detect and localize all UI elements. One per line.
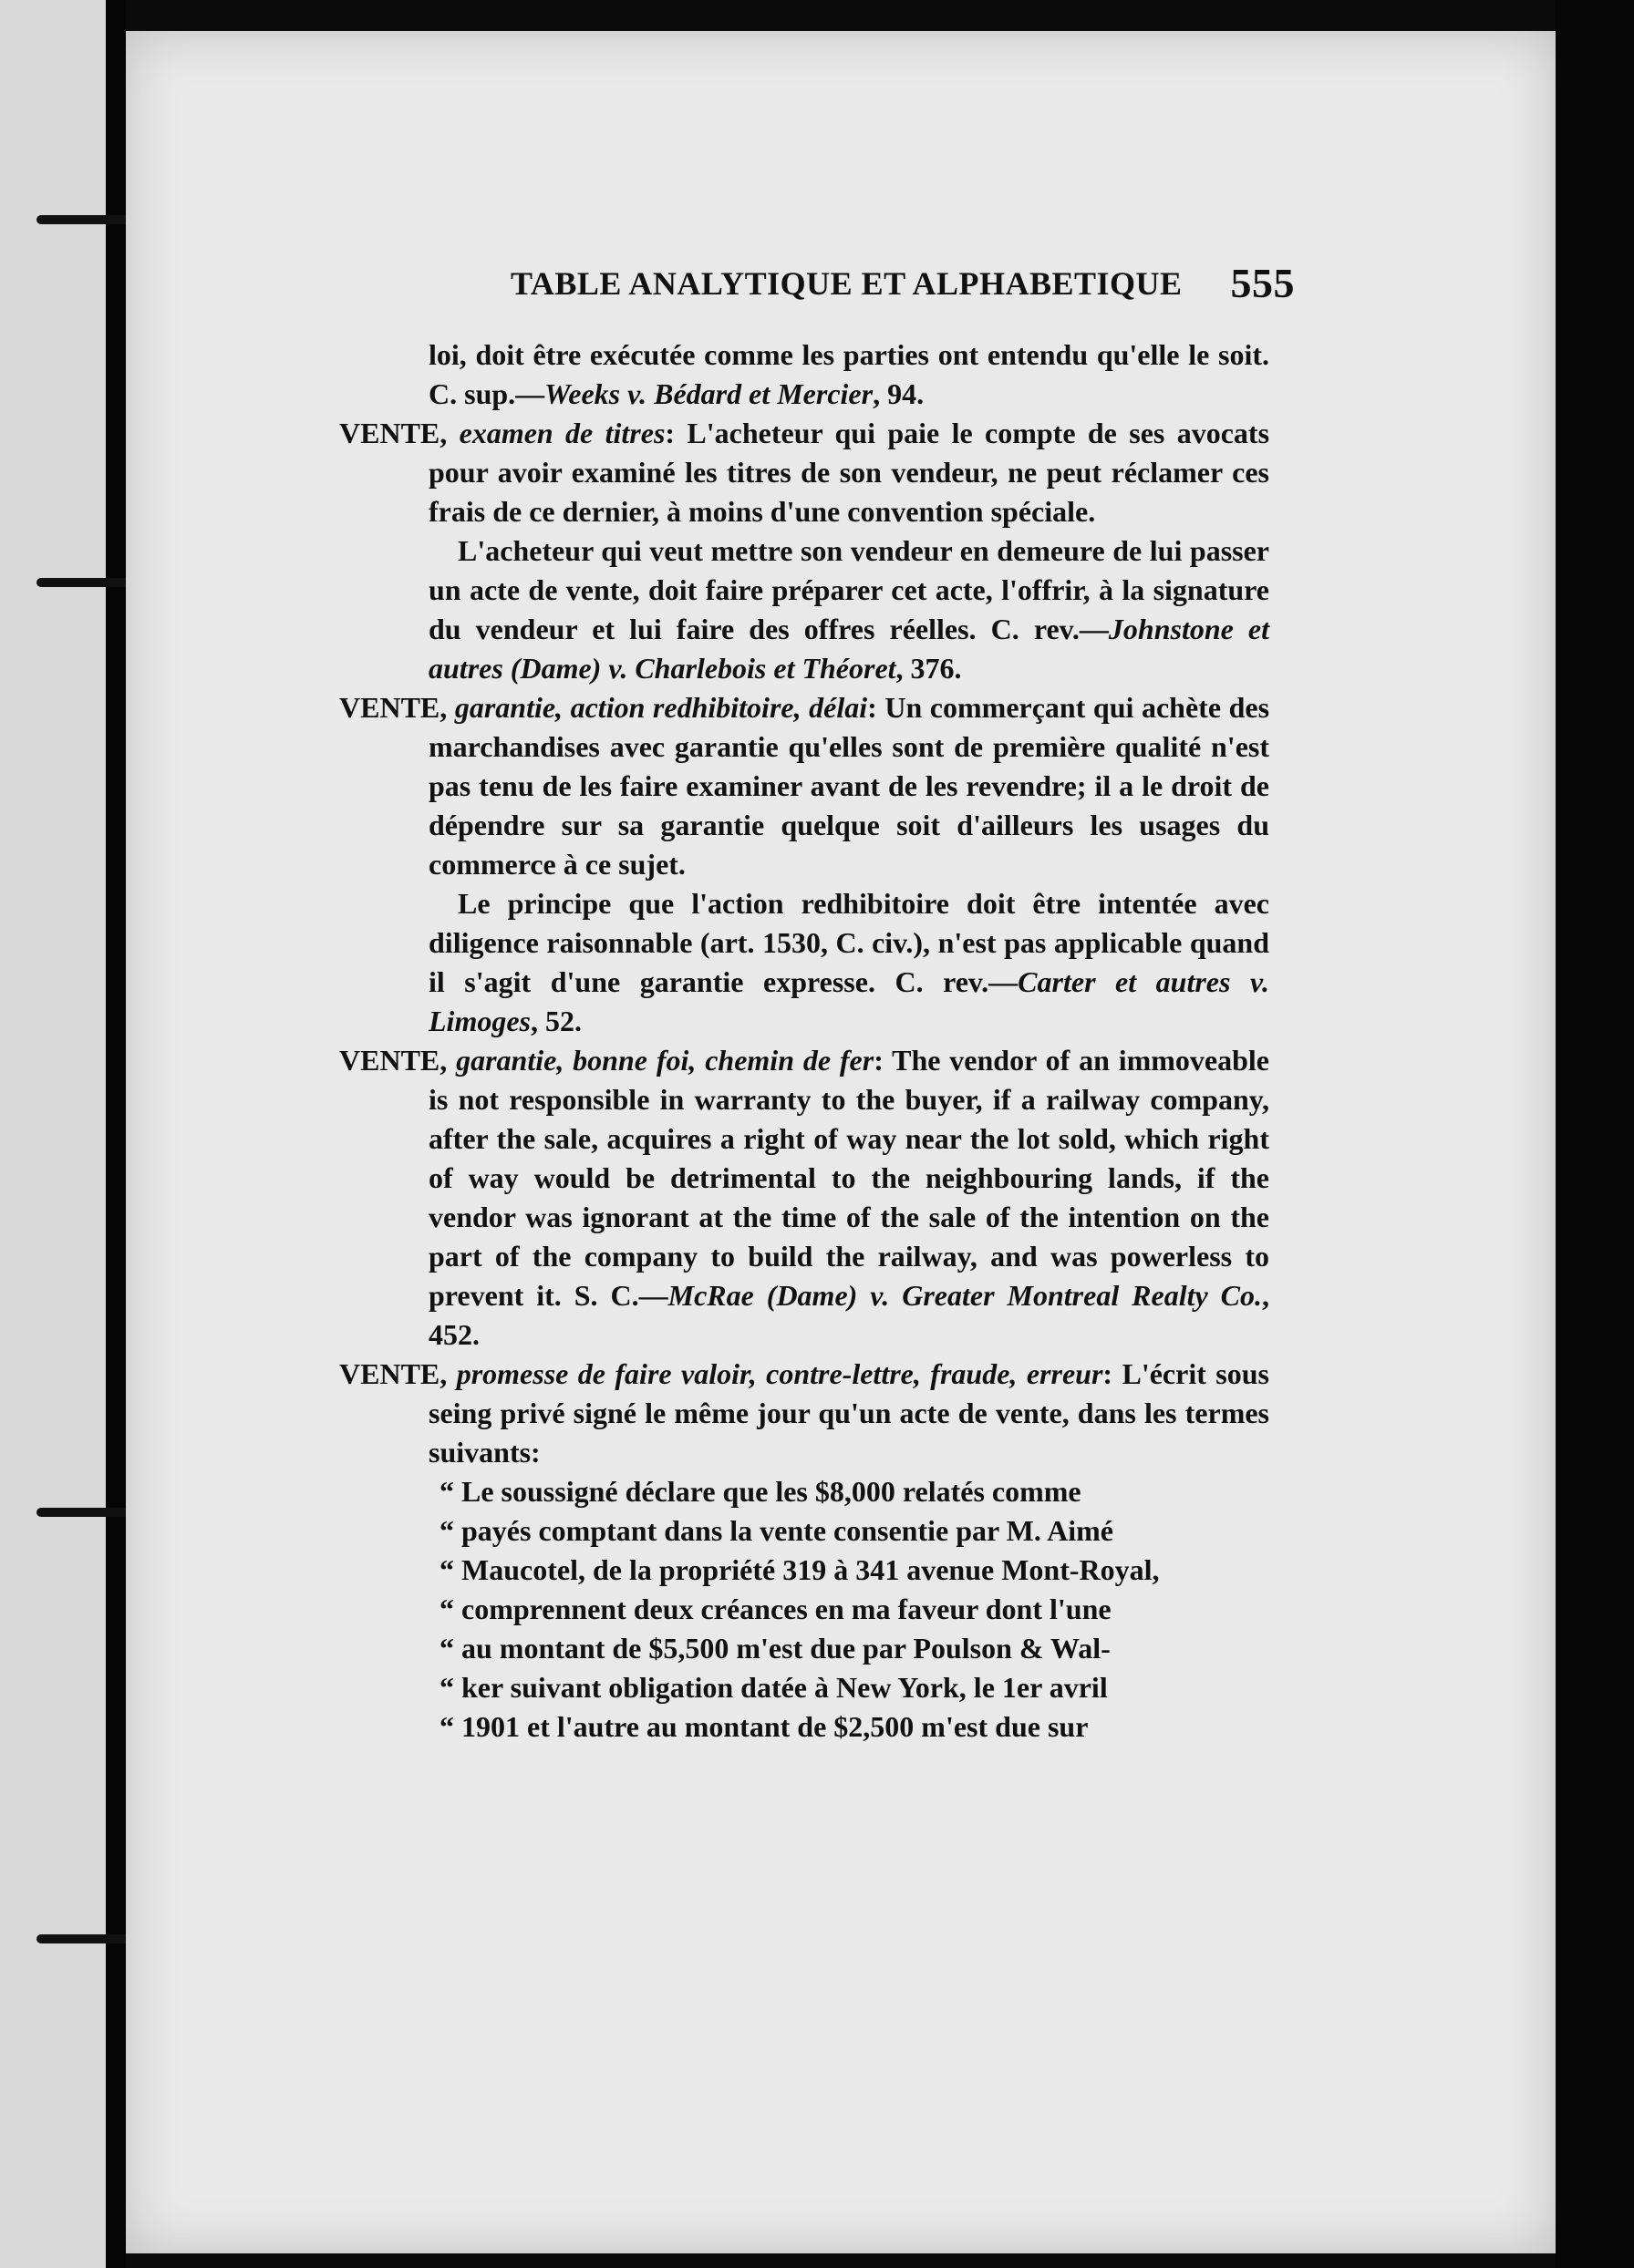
quote-line: “ au montant de $5,500 m'est due par Poulson & Wal- bbox=[440, 1632, 1111, 1665]
entry-heading: garantie, action redhibitoire, délai bbox=[454, 691, 868, 724]
citation-page: , 376. bbox=[895, 652, 962, 685]
entry-text: L'acheteur qui veut mettre son vendeur en demeure de lui passer un acte de vente, doit faire préparer cet acte, l'offrir, à la signature du vendeur et lui faire des offres réelles. C. rev.— bbox=[429, 534, 1269, 645]
case-citation: McRae (Dame) v. Greater Montreal Realty Co. bbox=[667, 1279, 1263, 1312]
entry-text: : L'acheteur qui paie le compte de ses avocats pour avoir examiné les titres de son vendeur, ne peut réclamer ces frais de ce dernier, à moins d'une convention spéciale. bbox=[429, 417, 1270, 528]
citation-page: , 94. bbox=[873, 377, 925, 410]
citation-page: , 52. bbox=[530, 1005, 582, 1037]
quote-line: “ Le soussigné déclare que les $8,000 relatés comme bbox=[440, 1475, 1081, 1508]
quote-line: “ 1901 et l'autre au montant de $2,500 m'est due sur bbox=[440, 1710, 1089, 1743]
entry-text: : Un commerçant qui achète des marchandises avec garantie qu'elles sont de première qualité n'est pas tenu de les faire examiner avant de les revendre; il a le droit de dépendre sur sa garantie quelque soit d'ailleurs les usages du commerce à ce sujet. bbox=[429, 691, 1270, 881]
entry-continuation bbox=[339, 335, 1269, 414]
entry-text: : L'écrit sous seing privé signé le même jour qu'un acte de vente, dans les termes suivants: bbox=[429, 1357, 1270, 1469]
case-citation: Weeks v. Bédard et Mercier bbox=[544, 377, 874, 410]
quote-line: “ ker suivant obligation datée à New York, le 1er avril bbox=[440, 1671, 1108, 1704]
entry-vente-garantie-redhibitoire bbox=[339, 688, 1269, 884]
quote-line: “ payés comptant dans la vente consentie par M. Aimé bbox=[440, 1514, 1113, 1547]
quoted-document bbox=[339, 1472, 1269, 1747]
body-text bbox=[339, 335, 1269, 1747]
header-title: TABLE ANALYTIQUE ET ALPHABETIQUE bbox=[511, 265, 1183, 302]
entry-paragraph bbox=[339, 884, 1269, 1041]
entry-vente-garantie-chemin-de-fer bbox=[339, 1041, 1269, 1355]
case-citation: Carter et autres v. Limoges bbox=[429, 965, 1270, 1037]
entry-vente-promesse bbox=[339, 1355, 1269, 1472]
entry-text: : The vendor of an immoveable is not responsible in warranty to the buyer, if a railway company, after the sale, acquires a right of way near the lot sold, which right of way would be detrimental to the neighbouring lands, if the vendor was ignorant at the time of the sale of the intention on the part of the company to build the railway, and was powerless to prevent it. S. C.— bbox=[429, 1044, 1269, 1312]
entry-text: Le principe que l'action redhibitoire doit être intentée avec diligence raisonnable (art. 1530, C. civ.), n'est pas applicable quand il s'agit d'une garantie expresse. C. rev.— bbox=[429, 887, 1269, 998]
quote-line: “ Maucotel, de la propriété 319 à 341 avenue Mont-Royal, bbox=[440, 1553, 1160, 1586]
entry-heading: garantie, bonne foi, chemin de fer bbox=[456, 1044, 874, 1077]
entry-keyword: VENTE, bbox=[339, 691, 455, 724]
quote-line: “ comprennent deux créances en ma faveur dont l'une bbox=[440, 1593, 1112, 1625]
entry-keyword: VENTE, bbox=[339, 1044, 457, 1077]
entry-paragraph bbox=[339, 531, 1269, 688]
running-header bbox=[511, 260, 1295, 306]
entry-text: loi, doit être exécutée comme les parties ont entendu qu'elle le soit. C. sup.— bbox=[429, 338, 1269, 410]
right-scan-edge bbox=[1556, 0, 1634, 2268]
entry-heading: promesse de faire valoir, contre-lettre, fraude, erreur bbox=[456, 1357, 1103, 1390]
entry-heading: examen de titres bbox=[459, 417, 666, 449]
entry-keyword: VENTE, bbox=[339, 417, 460, 449]
entry-vente-examen bbox=[339, 414, 1269, 531]
page-number: 555 bbox=[1230, 260, 1295, 306]
entry-keyword: VENTE, bbox=[339, 1357, 457, 1390]
citation-page: , 452. bbox=[429, 1279, 1270, 1351]
book-spine bbox=[106, 0, 126, 2268]
case-citation: Johnstone et autres (Dame) v. Charlebois et Théoret bbox=[429, 613, 1270, 685]
